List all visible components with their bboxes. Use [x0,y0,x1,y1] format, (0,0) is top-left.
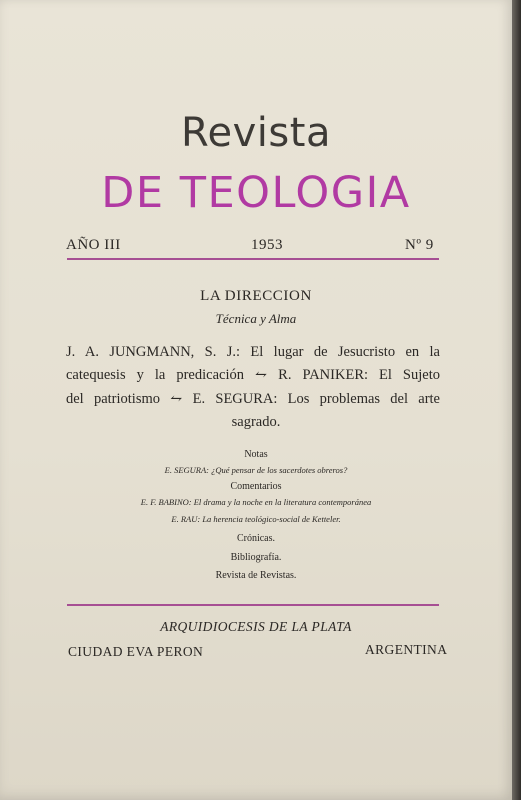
articles-line: J. A. JUNGMANN, S. J.: El lugar de Jesucristo en la [66,344,440,360]
section-revista-de-revistas: Revista de Revistas. [215,570,297,581]
bottom-divider [67,604,439,606]
issue-number: Nº 9 [405,237,434,253]
country: ARGENTINA [365,642,448,657]
section-cronicas: Crónicas. [236,533,276,544]
notas-item: E. SEGURA: ¿Qué pensar de los sacerdotes obreros? [164,465,348,475]
issue-date: 1953 [251,237,283,253]
publisher: ARQUIDIOCESIS DE LA PLATA [160,619,352,634]
year-label: AÑO III [66,237,121,253]
articles-line: catequesis y la predicación ⥊ R. PANIKER: El Sujeto [66,367,440,383]
title-revista: Revista [181,110,331,156]
notas-heading: Notas [244,449,268,460]
direction-subtitle: Técnica y Alma [215,311,297,326]
comentarios-item: E. RAU: La herencia teológico-social de Ketteler. [171,514,341,524]
direction-title: LA DIRECCION [200,288,312,304]
top-divider [67,258,439,260]
page-edge-shadow [512,0,521,800]
articles-line: del patriotismo ⥊ E. SEGURA: Los problemas del arte [66,391,440,407]
city: CIUDAD EVA PERON [68,644,204,659]
title-de-teologia: DE TEOLOGIA [101,168,411,218]
articles-line: sagrado. [231,414,281,430]
comentarios-item: E. F. BABINO: El drama y la noche en la literatura contemporánea [140,497,372,507]
section-bibliografia: Bibliografía. [230,552,282,563]
comentarios-heading: Comentarios [230,481,282,492]
